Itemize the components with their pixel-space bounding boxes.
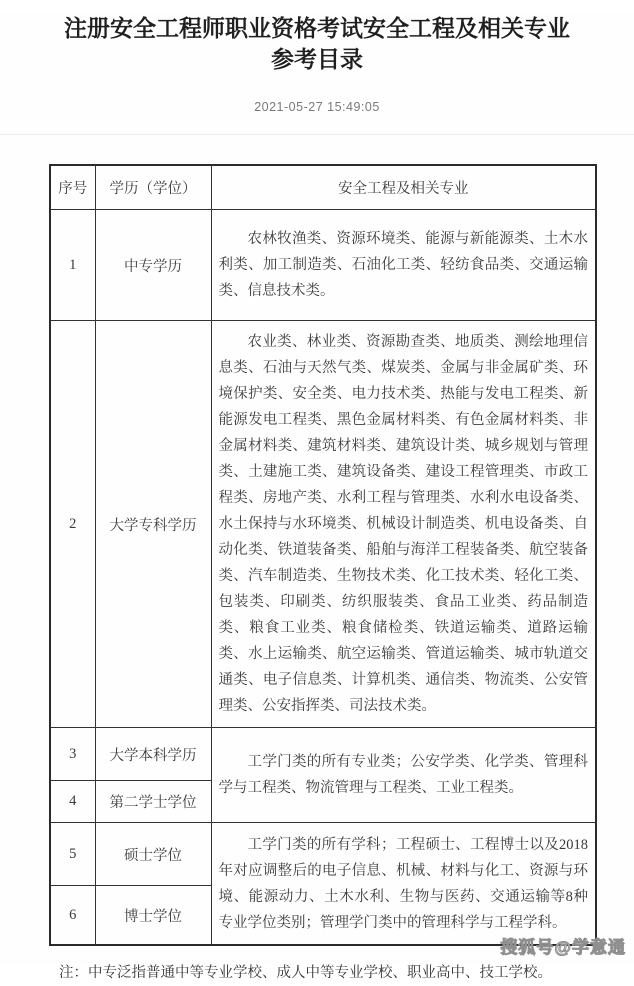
table-row: [50, 823, 596, 886]
page-title: 注册安全工程师职业资格考试安全工程及相关专业参考目录: [64, 15, 570, 72]
table-row: [50, 321, 596, 728]
majors-text: 农业类、林业类、资源勘查类、地质类、测绘地理信息类、石油与天然气类、煤炭类、金属与非金属矿类、环境保护类、安全类、电力技术类、热能与发电工程类、新能源发电工程类、黑色金属材料类、有色金属材料类、非金属材料类、建筑材料类、建筑设计类、城乡规划与管理类、土建施工类、建筑设备类、建设工程管理类、市政工程类、房地产类、水利工程与管理类、水利水电设备类、水土保持与水环境类、机械设计制造类、机电设备类、自动化类、铁道装备类、船舶与海洋工程装备类、航空装备类、汽车制造类、生物技术类、化工技术类、轻化工类、包装类、印刷类、纺织服装类、食品工业类、药品制造类、粮食工业类、粮食储检类、铁道运输类、道路运输类、水上运输类、航空运输类、管道运输类、城市轨道交通类、电子信息类、计算机类、通信类、物流类、公安管理类、公安指挥类、司法技术类。: [211, 321, 596, 728]
degree-label: 大学本科学历: [95, 728, 211, 781]
majors-text-merged: 工学门类的所有学科；工程硕士、工程博士以及2018年对应调整后的电子信息、机械、材料与化工、资源与环境、能源动力、土木水利、生物与医药、交通运输等8种专业学位类别；管理学门类中的管理科学与工程学科。: [211, 823, 596, 946]
degree-label: 大学专科学历: [95, 321, 211, 728]
row-number: 2: [50, 321, 95, 728]
row-number: 6: [50, 886, 95, 946]
footnote: 注：中专泛指普通中等专业学校、成人中等专业学校、职业高中、技工学校。: [59, 965, 552, 981]
row-number: 1: [50, 210, 95, 321]
horizontal-divider: [0, 134, 634, 135]
row-number: 5: [50, 823, 95, 886]
header-cell-degree: 学历（学位）: [95, 165, 211, 210]
table-header-row: [50, 165, 596, 210]
row-number: 4: [50, 781, 95, 823]
degree-label: 博士学位: [95, 886, 211, 946]
degree-label: 硕士学位: [95, 823, 211, 886]
majors-text: 农林牧渔类、资源环境类、能源与新能源类、土木水利类、加工制造类、石油化工类、轻纺食品类、交通运输类、信息技术类。: [211, 210, 596, 321]
degree-label: 第二学士学位: [95, 781, 211, 823]
row-number: 3: [50, 728, 95, 781]
majors-text-merged: 工学门类的所有专业类；公安学类、化学类、管理科学与工程类、物流管理与工程类、工业工程类。: [211, 728, 596, 823]
header-cell-majors: 安全工程及相关专业: [211, 165, 596, 210]
table-row: [50, 728, 596, 781]
table-row: [50, 210, 596, 321]
document-page: [0, 13, 634, 981]
publish-timestamp: 2021-05-27 15:49:05: [254, 100, 380, 114]
degree-label: 中专学历: [95, 210, 211, 321]
header-cell-no: 序号: [50, 165, 95, 210]
watermark: 搜狐号@学意通: [500, 938, 626, 957]
majors-reference-table: [49, 164, 597, 946]
